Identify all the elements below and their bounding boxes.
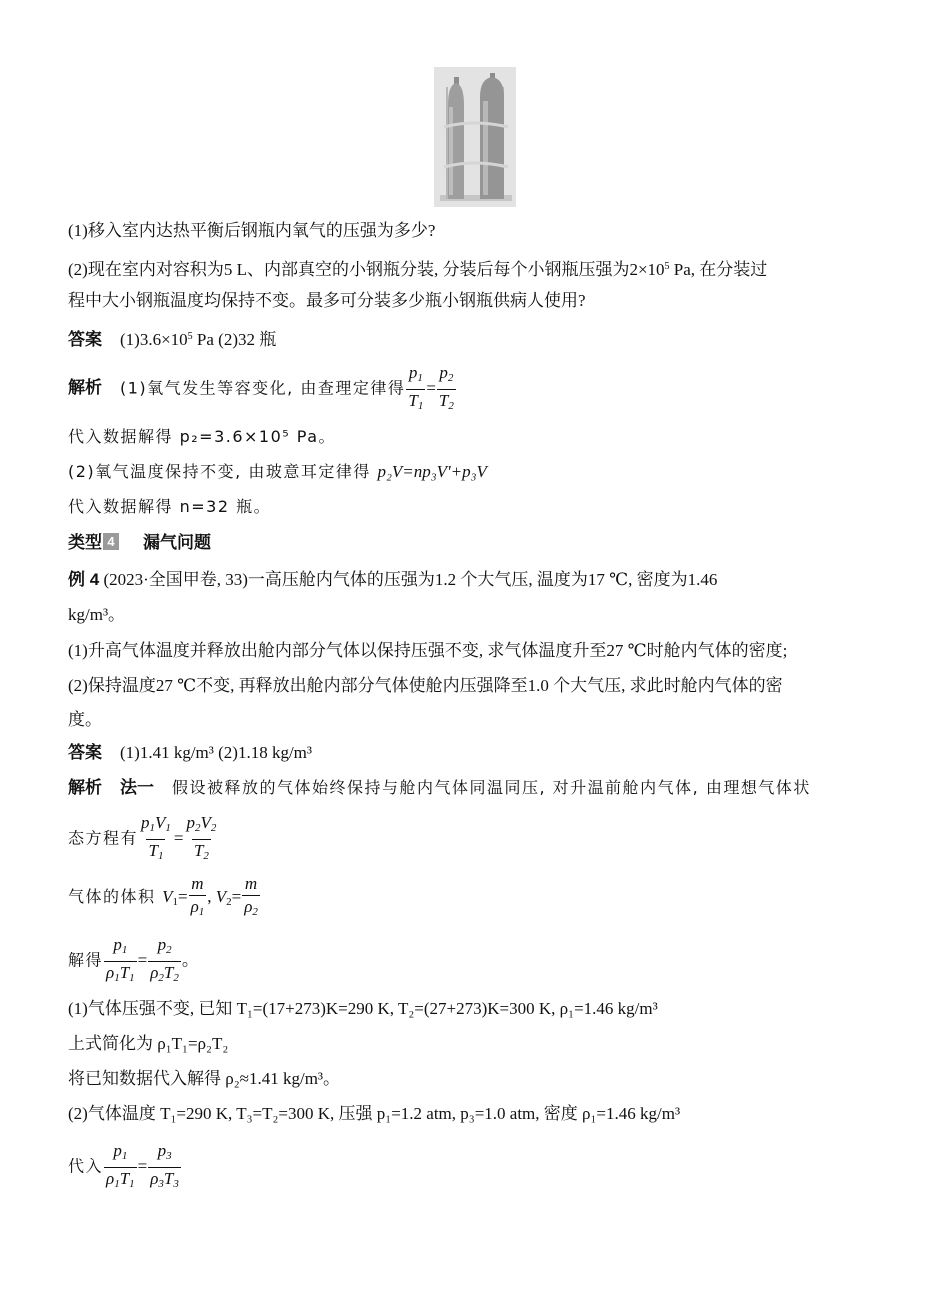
formula-p1v1-over-t1: $\frac{p_1V_1}{T_1}$ bbox=[139, 812, 173, 867]
analysis-2-line-3-text: 气体的体积 bbox=[68, 886, 163, 906]
analysis-2-line-9: 代入 $\frac{p_1}{\rho_1T_1}$ = $\frac{p_3}{\rho_3T_3}$ bbox=[68, 1140, 182, 1195]
analysis-2-line-4-text: 解得 bbox=[68, 950, 104, 970]
analysis-1-line-2: 代入数据解得 p₂=3.6×10⁵ Pa。 bbox=[68, 427, 337, 446]
analysis-2-line-2-text: 态方程有 bbox=[68, 828, 139, 848]
analysis-2-line-3: 气体的体积 $V_1=$ $\frac{m}{\rho_1}$ , $V_2=$ $\frac{m}{\rho_2}$ bbox=[68, 873, 261, 923]
question-2-text-a: (2)现在室内对容积为5 L、内部真空的小钢瓶分装, 分装后每个小钢瓶压强为2×10 bbox=[68, 260, 665, 279]
example-4-line-1 bbox=[68, 568, 717, 592]
question-2-text-b: Pa, 在分装过 bbox=[669, 260, 768, 279]
analysis-label: 解析 bbox=[68, 378, 102, 398]
analysis-1-text: (1)氧气发生等容变化, 由查理定律得 bbox=[120, 378, 406, 398]
analysis-2-text: 假设被释放的气体始终保持与舱内气体同温同压, 对升温前舱内气体, 由理想气体状 bbox=[172, 778, 811, 797]
analysis-1-line-3 bbox=[68, 460, 487, 484]
type-title: 漏气问题 bbox=[143, 533, 211, 552]
formula-p1-over-rho1t1: $\frac{p_1}{\rho_1T_1}$ bbox=[104, 1140, 137, 1195]
analysis-2-line-7: 将已知数据代入解得 ρ₂≈1.41 kg/m³。 bbox=[68, 1069, 341, 1088]
analysis-2-line-9-text: 代入 bbox=[68, 1156, 104, 1176]
example-4-question-1: (1)升高气体温度并释放出舱内部分气体以保持压强不变, 求气体温度升至27 ℃时舱内气体的密度; bbox=[68, 641, 788, 660]
analysis-1-line-4: 代入数据解得 n=32 瓶。 bbox=[68, 497, 272, 516]
formula-p1-over-rho1t1: $\frac{p_1}{\rho_1T_1}$ bbox=[104, 934, 137, 989]
answer-1-text-b: Pa (2)32 瓶 bbox=[192, 330, 277, 349]
formula-m-over-rho2: $\frac{m}{\rho_2}$ bbox=[242, 873, 260, 923]
analysis-2-line-8: (2)气体温度 T₁=290 K, T₃=T₂=300 K, 压强 p₁=1.2 atm, p₃=1.0 atm, 密度 ρ₁=1.46 kg/m³ bbox=[68, 1104, 681, 1123]
question-2-line-2: 程中大小钢瓶温度均保持不变。最多可分装多少瓶小钢瓶供病人使用? bbox=[68, 291, 586, 310]
analysis-1-line-3-text: (2)氧气温度保持不变, 由玻意耳定律得 bbox=[68, 462, 378, 481]
example-4-text: (2023·全国甲卷, 33)一高压舱内气体的压强为1.2 个大气压, 温度为17 ℃, 密度为1.46 bbox=[99, 570, 718, 589]
answer-2-text: (1)1.41 kg/m³ (2)1.18 kg/m³ bbox=[120, 743, 312, 762]
formula-p1-over-t1: $\frac{p_1}{T_1}$ bbox=[406, 362, 425, 417]
analysis-2-line-1 bbox=[68, 776, 811, 800]
period: 。 bbox=[181, 950, 199, 970]
example-4-question-2-line-2: 度。 bbox=[68, 710, 102, 729]
answer-label: 答案 bbox=[68, 330, 102, 349]
type-prefix: 类型 bbox=[68, 533, 102, 552]
method-label: 法一 bbox=[120, 778, 154, 797]
formula-p3-over-rho3t3: $\frac{p_3}{\rho_3T_3}$ bbox=[148, 1140, 181, 1195]
analysis-label: 解析 bbox=[68, 778, 102, 797]
analysis-1-line-1: 解析 (1)氧气发生等容变化, 由查理定律得 $\frac{p_1}{T_1}$ = $\frac{p_2}{T_2}$ bbox=[68, 362, 457, 417]
formula-p2-over-rho2t2: $\frac{p_2}{\rho_2T_2}$ bbox=[148, 934, 181, 989]
answer-1 bbox=[68, 325, 276, 352]
answer-label: 答案 bbox=[68, 743, 102, 762]
example-4-question-2-line-1: (2)保持温度27 ℃不变, 再释放出舱内部分气体使舱内压强降至1.0 个大气压, 求此时舱内气体的密 bbox=[68, 676, 783, 695]
exponent: 5 bbox=[187, 331, 193, 342]
formula-p2v2-over-t2: $\frac{p_2V_2}{T_2}$ bbox=[185, 812, 219, 867]
example-4-line-2: kg/m³。 bbox=[68, 605, 126, 624]
type-heading bbox=[68, 531, 211, 555]
analysis-2-line-6: 上式简化为 ρ₁T₁=ρ₂T₂ bbox=[68, 1034, 229, 1053]
boyle-formula: p₂V=np₃V'+p₃V bbox=[377, 462, 487, 481]
oxygen-cylinder-photo bbox=[434, 67, 516, 207]
type-number-badge: 4 bbox=[103, 533, 119, 550]
answer-2 bbox=[68, 741, 312, 765]
analysis-2-line-4: 解得 $\frac{p_1}{\rho_1T_1}$ = $\frac{p_2}{\rho_2T_2}$ 。 bbox=[68, 934, 199, 989]
answer-1-text-a: (1)3.6×10 bbox=[120, 330, 188, 349]
question-2-line-1 bbox=[68, 255, 767, 282]
exponent: 5 bbox=[664, 261, 670, 272]
example-label: 例 4 bbox=[68, 570, 100, 589]
analysis-2-line-2: 态方程有 $\frac{p_1V_1}{T_1}$ = $\frac{p_2V_2}{T_2}$ bbox=[68, 812, 219, 867]
analysis-2-line-5: (1)气体压强不变, 已知 T₁=(17+273)K=290 K, T₂=(27+273)K=300 K, ρ₁=1.46 kg/m³ bbox=[68, 999, 658, 1018]
question-1: (1)移入室内达热平衡后钢瓶内氧气的压强为多少? bbox=[68, 221, 436, 240]
formula-m-over-rho1: $\frac{m}{\rho_1}$ bbox=[189, 873, 207, 923]
formula-p2-over-t2: $\frac{p_2}{T_2}$ bbox=[437, 362, 456, 417]
